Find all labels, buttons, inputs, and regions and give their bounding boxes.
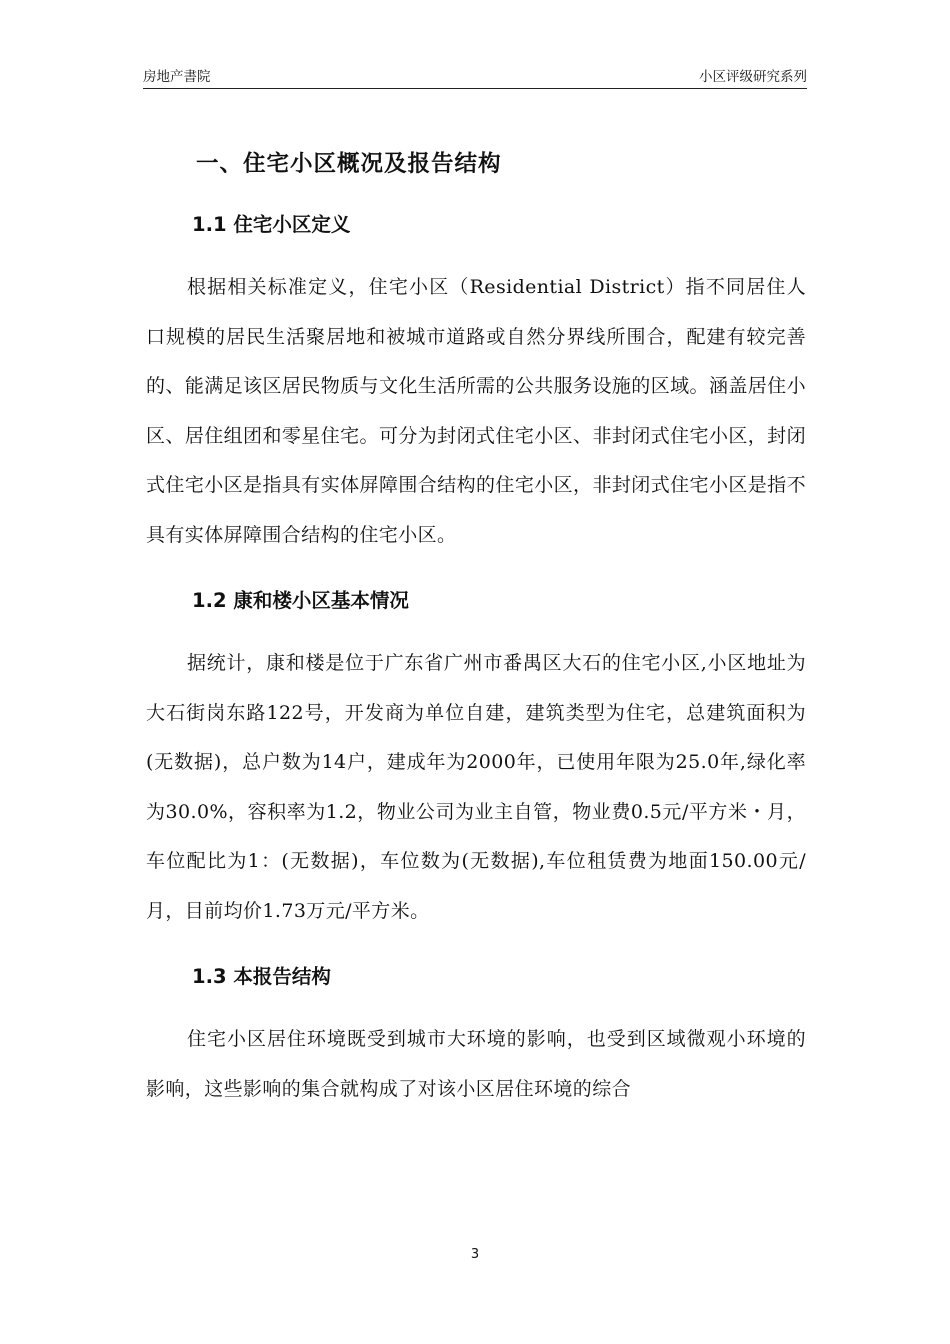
page-number: 3	[470, 1247, 480, 1262]
section-title-definition: 1.1 住宅小区定义	[192, 213, 351, 236]
paragraph-basic-info: 据统计，康和楼是位于广东省广州市番禺区大石的住宅小区,小区地址为大石街岗东路122号，开发商为单位自建，建筑类型为住宅，总建筑面积为(无数据)，总户数为14户，建成年为2000年，已使用年限为25.0年,绿化率为30.0%，容积率为1.2，物业公司为业主自管，物业费0.5元/平方米・月，车位配比为1：(无数据)，车位数为(无数据),车位租赁费为地面150.00元/月，目前均价1.73万元/平方米。	[146, 652, 806, 922]
chapter-title: 一、住宅小区概况及报告结构	[196, 151, 502, 177]
section-title-report-structure: 1.3 本报告结构	[192, 965, 331, 988]
section-title-basic-info: 1.2 康和楼小区基本情况	[192, 589, 409, 612]
header-series-title: 小区评级研究系列	[699, 69, 807, 85]
document-body	[146, 138, 806, 1114]
paragraph-report-structure: 住宅小区居住环境既受到城市大环境的影响，也受到区域微观小环境的影响，这些影响的集合就构成了对该小区居住环境的综合	[146, 1028, 806, 1100]
paragraph-definition: 根据相关标准定义，住宅小区（Residential District）指不同居住人口规模的居民生活聚居地和被城市道路或自然分界线所围合，配建有较完善的、能满足该区居民物质与文化生活所需的公共服务设施的区域。涵盖居住小区、居住组团和零星住宅。可分为封闭式住宅小区、非封闭式住宅小区，封闭式住宅小区是指具有实体屏障围合结构的住宅小区，非封闭式住宅小区是指不具有实体屏障围合结构的住宅小区。	[146, 276, 806, 546]
page-header	[143, 66, 807, 89]
header-publisher: 房地产書院	[143, 69, 211, 85]
